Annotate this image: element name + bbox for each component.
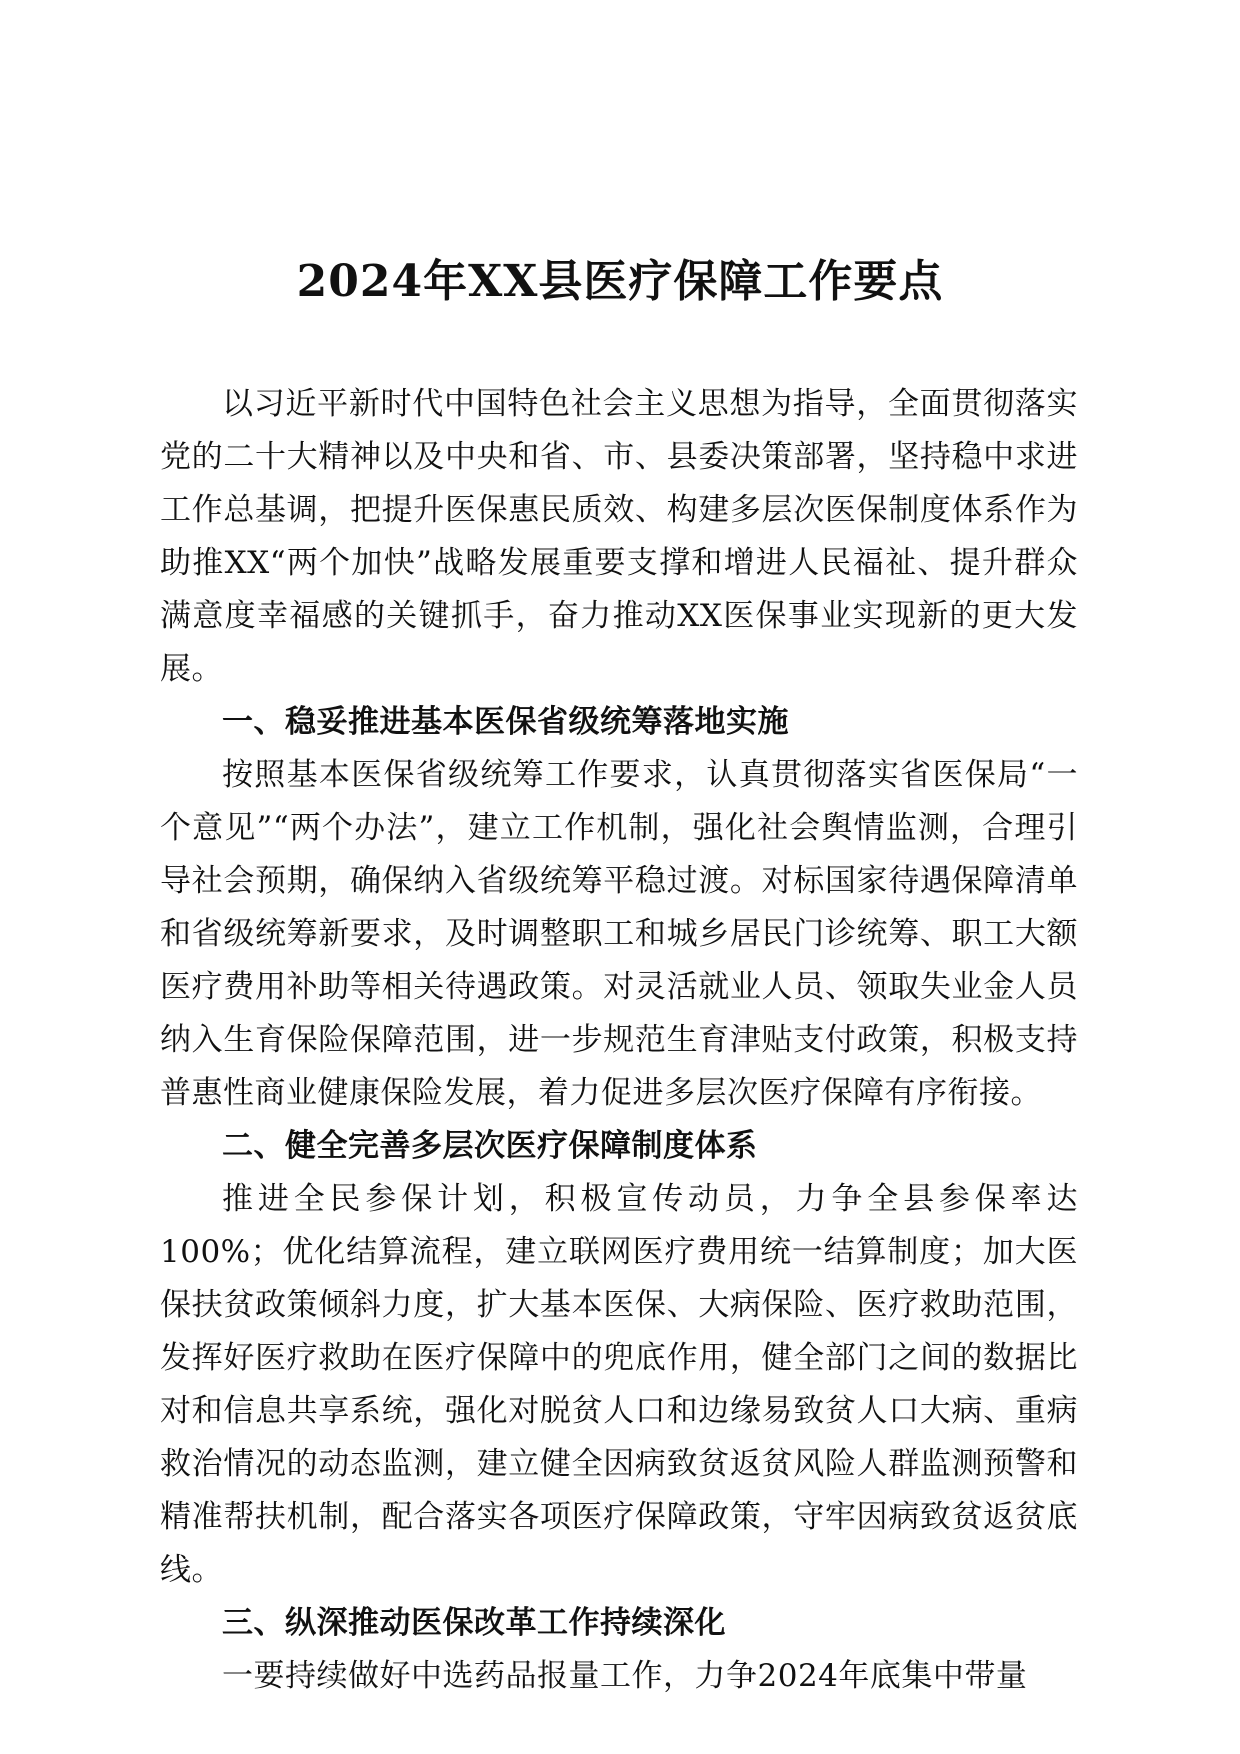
page-title: 2024年XX县医疗保障工作要点 bbox=[296, 256, 944, 307]
intro-paragraph: 以习近平新时代中国特色社会主义思想为指导，全面贯彻落实党的二十大精神以及中央和省、市、县委决策部署，坚持稳中求进工作总基调，把提升医保惠民质效、构建多层次医保制度体系作为助推XX“两个加快”战略发展重要支撑和增进人民福祉、提升群众满意度幸福感的关键抓手，奋力推动XX医保事业实现新的更大发展。 bbox=[160, 386, 1078, 687]
section-2-heading: 二、健全完善多层次医疗保障制度体系 bbox=[222, 1128, 758, 1164]
section-1-paragraph: 按照基本医保省级统筹工作要求，认真贯彻落实省医保局“一个意见”“两个办法”，建立工作机制，强化社会舆情监测，合理引导社会预期，确保纳入省级统筹平稳过渡。对标国家待遇保障清单和省级统筹新要求，及时调整职工和城乡居民门诊统筹、职工大额医疗费用补助等相关待遇政策。对灵活就业人员、领取失业金人员纳入生育保险保障范围，进一步规范生育津贴支付政策，积极支持普惠性商业健康保险发展，着力促进多层次医疗保障有序衔接。 bbox=[160, 757, 1078, 1111]
section-2-paragraph: 推进全民参保计划，积极宣传动员，力争全县参保率达100%；优化结算流程，建立联网医疗费用统一结算制度；加大医保扶贫政策倾斜力度，扩大基本医保、大病保险、医疗救助范围，发挥好医疗救助在医疗保障中的兜底作用，健全部门之间的数据比对和信息共享系统，强化对脱贫人口和边缘易致贫人口大病、重病救治情况的动态监测，建立健全因病致贫返贫风险人群监测预警和精准帮扶机制，配合落实各项医疗保障政策，守牢因病致贫返贫底线。 bbox=[160, 1181, 1078, 1588]
section-3-paragraph: 一要持续做好中选药品报量工作，力争2024年底集中带量 bbox=[222, 1658, 1028, 1694]
section-1-heading: 一、稳妥推进基本医保省级统筹落地实施 bbox=[222, 704, 789, 740]
document-body bbox=[160, 378, 1078, 1703]
section-3-heading: 三、纵深推动医保改革工作持续深化 bbox=[222, 1605, 726, 1641]
